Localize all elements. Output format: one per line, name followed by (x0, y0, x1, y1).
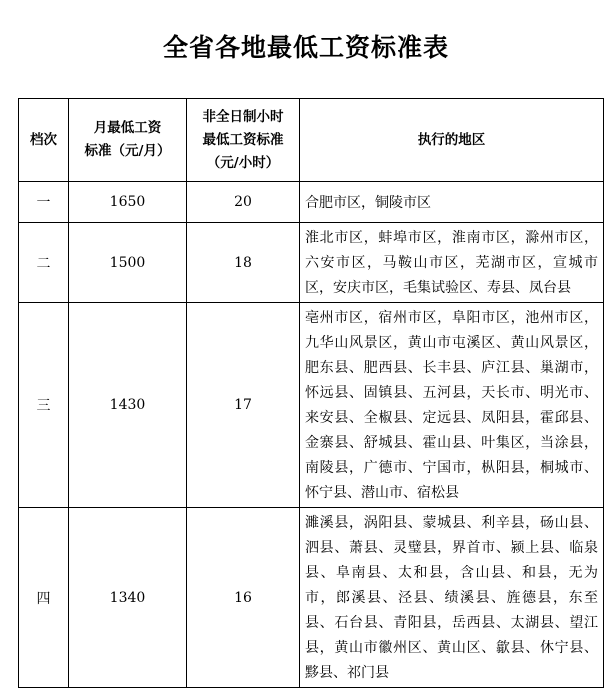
header-monthly-line-1: 月最低工资 (93, 120, 162, 136)
header-hourly-line-3: （元/小时） (206, 154, 280, 171)
header-tier: 档次 (19, 99, 69, 182)
page-title: 全省各地最低工资标准表 (162, 33, 449, 62)
regions-cell: 淮北市区，蚌埠市区，淮南市区，滁州市区，六安市区，马鞍山市区，芜湖市区，宣城市区，安庆市区，毛集试验区、寿县、凤台县 (300, 223, 604, 303)
hourly-wage-cell: 17 (187, 303, 300, 508)
regions-cell: 合肥市区，铜陵市区 (300, 182, 604, 223)
monthly-wage-cell: 1500 (69, 223, 187, 303)
header-monthly-wage (69, 99, 187, 182)
hourly-wage-cell: 16 (187, 508, 300, 688)
minimum-wage-table (18, 98, 604, 688)
monthly-wage-cell: 1650 (69, 182, 187, 223)
header-hourly-line-1: 非全日制小时 (202, 108, 284, 125)
monthly-wage-cell: 1430 (69, 303, 187, 508)
hourly-wage-cell: 18 (187, 223, 300, 303)
header-hourly-line-2: 最低工资标准 (202, 131, 284, 148)
regions-cell: 亳州市区，宿州市区，阜阳市区，池州市区，九华山风景区，黄山市屯溪区、黄山风景区，肥东县、肥西县、长丰县、庐江县、巢湖市，怀远县、固镇县、五河县，天长市、明光市、来安县、全椒县、定远县、凤阳县，霍邱县、金寨县、舒城县、霍山县、叶集区，当涂县，南陵县，广德市、宁国市，枞阳县，桐城市、怀宁县、潜山市、宿松县 (300, 303, 604, 508)
tier-cell: 四 (19, 508, 69, 688)
header-monthly-line-2: 标准（元/月） (84, 143, 171, 159)
hourly-wage-cell: 20 (187, 182, 300, 223)
table-row (19, 303, 604, 508)
tier-cell: 二 (19, 223, 69, 303)
tier-cell: 三 (19, 303, 69, 508)
regions-cell: 濉溪县，涡阳县、蒙城县、利辛县，砀山县、泗县、萧县、灵璧县，界首市、颍上县、临泉县、阜南县、太和县，含山县、和县，无为市，郎溪县、泾县、绩溪县、旌德县，东至县、石台县、青阳县，岳西县、太湖县、望江县，黄山市徽州区、黄山区、歙县、休宁县、黟县、祁门县 (300, 508, 604, 688)
monthly-wage-cell: 1340 (69, 508, 187, 688)
table-row (19, 182, 604, 223)
table-row (19, 508, 604, 688)
header-regions: 执行的地区 (300, 99, 604, 182)
table-row (19, 223, 604, 303)
header-hourly-wage (187, 99, 300, 182)
tier-cell: 一 (19, 182, 69, 223)
table-header-row (19, 99, 604, 182)
